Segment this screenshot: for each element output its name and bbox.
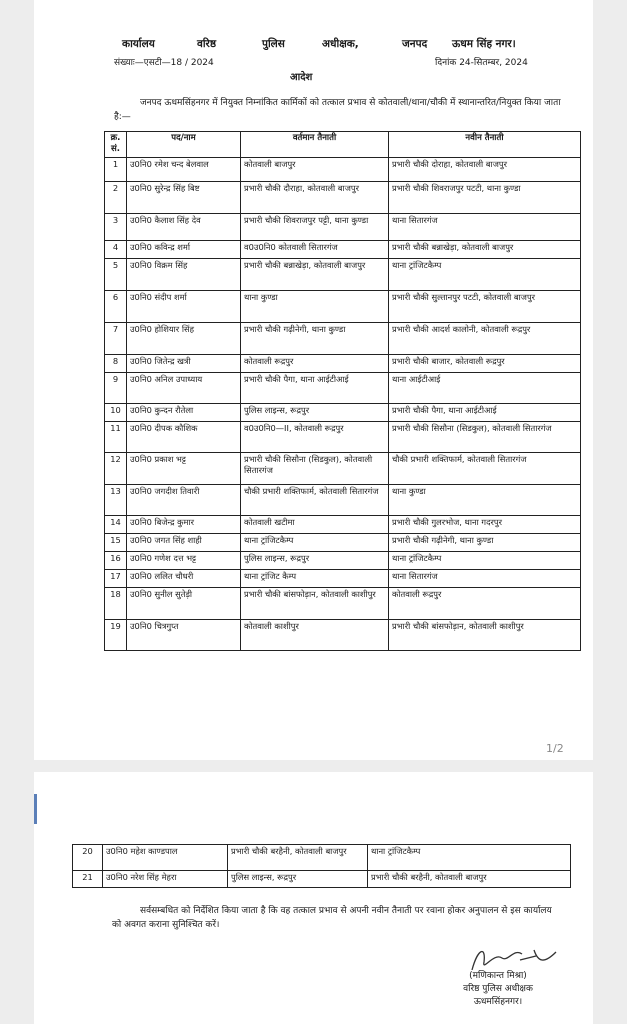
document-page-2 — [34, 772, 593, 1024]
cell-new: प्रभारी चौकी सुल्तानपुर पटटी, कोतवाली बाजपुर — [389, 291, 581, 323]
cell-name: उ0नि0 अनिल उपाध्याय — [127, 373, 241, 404]
cell-new: प्रभारी चौकी आदर्श कालोनी, कोतवाली रूद्रपुर — [389, 323, 581, 355]
cell-new: थाना ट्रांजिटकैम्प — [389, 259, 581, 291]
cell-new: प्रभारी चौकी शिवराजपुर पटटी, थाना कुण्डा — [389, 182, 581, 214]
cell-sn: 10 — [105, 404, 127, 422]
table-row — [105, 485, 581, 516]
cell-sn: 19 — [105, 620, 127, 651]
table-row — [105, 404, 581, 422]
cell-new: थाना ट्रांजिटकैम्प — [389, 552, 581, 570]
page-edge-mark — [34, 794, 37, 824]
transfer-table — [104, 131, 581, 651]
cell-new: थाना सितारगंज — [389, 214, 581, 241]
cell-current: प्रभारी चौकी बांसफोड़ान, कोतवाली काशीपुर — [241, 588, 389, 620]
cell-sn: 15 — [105, 534, 127, 552]
order-number: संख्याः—एसटी—18 / 2024 — [114, 58, 214, 68]
header-office: कार्यालय — [122, 38, 155, 50]
cell-current: प्रभारी चौकी बन्नाखेड़ा, कोतवाली बाजपुर — [241, 259, 389, 291]
page-indicator: 1/2 — [546, 742, 564, 755]
table-row — [105, 552, 581, 570]
cell-new: प्रभारी चौकी दोराहा, कोतवाली बाजपुर — [389, 158, 581, 182]
header-rank: वरिष्ठ — [197, 38, 217, 50]
cell-new: प्रभारी चौकी बांसफोड़ान, कोतवाली काशीपुर — [389, 620, 581, 651]
cell-name: उ0नि0 दीपक कौशिक — [127, 422, 241, 453]
table-row — [105, 158, 581, 182]
cell-name: उ0नि0 सुनील सुतेड़ी — [127, 588, 241, 620]
cell-name: उ0नि0 विक्रम सिंह — [127, 259, 241, 291]
closing-paragraph: सर्वसम्बधित को निर्देशित किया जाता है कि वह तत्काल प्रभाव से अपनी नवीन तैनाती पर रवाना होकर अनुपालन से इस कार्यालय को अवगत कराना सुनिश्चित करें। — [112, 906, 552, 930]
table-row — [105, 422, 581, 453]
cell-new: चौकी प्रभारी शक्तिफार्म, कोतवाली सितारगंज — [389, 453, 581, 485]
cell-name: उ0नि0 बिजेन्द्र कुमार — [127, 516, 241, 534]
signatory-name: (मणिकान्त मिश्रा) — [469, 971, 527, 981]
table-row — [73, 845, 571, 871]
cell-sn: 11 — [105, 422, 127, 453]
table-row — [105, 241, 581, 259]
cell-current: प्रभारी चौकी सिसौना (सिडकुल), कोतवाली सितारगंज — [241, 453, 389, 485]
table-row — [105, 570, 581, 588]
header-current: वर्तमान तैनाती — [241, 132, 389, 158]
cell-current: थाना ट्रांजिट कैम्प — [241, 570, 389, 588]
cell-sn: 7 — [105, 323, 127, 355]
cell-current: पुलिस लाइन्स, रूद्रपुर — [228, 871, 368, 888]
cell-new: प्रभारी चौकी गढ़ीनेगी, थाना कुण्डा — [389, 534, 581, 552]
cell-sn: 16 — [105, 552, 127, 570]
table-row — [105, 259, 581, 291]
header-name: पद/नाम — [127, 132, 241, 158]
cell-current: प्रभारी चौकी शिवराजपुर पट्टी, थाना कुण्डा — [241, 214, 389, 241]
cell-current: थाना कुण्डा — [241, 291, 389, 323]
cell-new: प्रभारी चौकी बन्नाखेड़ा, कोतवाली बाजपुर — [389, 241, 581, 259]
cell-name: उ0नि0 संदीप शर्मा — [127, 291, 241, 323]
signatory-designation: वरिष्ठ पुलिस अधीक्षक — [463, 984, 533, 994]
header-district-name: ऊधम सिंह नगर। — [452, 38, 516, 50]
table-row — [105, 291, 581, 323]
cell-sn: 21 — [73, 871, 103, 888]
table-row — [105, 182, 581, 214]
table-row — [105, 534, 581, 552]
cell-name: उ0नि0 ललित चौधरी — [127, 570, 241, 588]
cell-new: कोतवाली रूद्रपुर — [389, 588, 581, 620]
cell-current: कोतवाली काशीपुर — [241, 620, 389, 651]
cell-sn: 5 — [105, 259, 127, 291]
cell-sn: 9 — [105, 373, 127, 404]
cell-new: थाना आईटीआई — [389, 373, 581, 404]
cell-name: उ0नि0 कविन्द्र शर्मा — [127, 241, 241, 259]
table-row — [105, 453, 581, 485]
cell-sn: 13 — [105, 485, 127, 516]
cell-new: प्रभारी चौकी सिसौना (सिडकुल), कोतवाली सितारगंज — [389, 422, 581, 453]
intro-paragraph: जनपद ऊधमसिंहनगर में नियुक्त निम्नांकित कार्मिकों को तत्काल प्रभाव से कोतवाली/थाना/चौकी में स्थानान्तरित/नियुक्त किया जाता है:— — [114, 98, 561, 122]
order-title: आदेश — [290, 72, 313, 83]
cell-sn: 12 — [105, 453, 127, 485]
cell-name: उ0नि0 प्रकाश भट्ट — [127, 453, 241, 485]
cell-current: व0उ0नि0—II, कोतवाली रूद्रपुर — [241, 422, 389, 453]
signature-block — [428, 970, 568, 1009]
cell-name: उ0नि0 सुरेन्द्र सिंह बिष्ट — [127, 182, 241, 214]
cell-current: कोतवाली खटीमा — [241, 516, 389, 534]
header-sn: क्र. सं. — [105, 132, 127, 158]
cell-sn: 2 — [105, 182, 127, 214]
cell-name: उ0नि0 नरेश सिंह मेहरा — [103, 871, 228, 888]
cell-name: उ0नि0 जगत सिंह शाही — [127, 534, 241, 552]
cell-current: प्रभारी चौकी दौराहा, कोतवाली बाजपुर — [241, 182, 389, 214]
cell-name: उ0नि0 कैलाश सिंह देव — [127, 214, 241, 241]
table-row — [105, 355, 581, 373]
cell-sn: 14 — [105, 516, 127, 534]
cell-current: प्रभारी चौकी बरहैनी, कोतवाली बाजपुर — [228, 845, 368, 871]
table-row — [105, 214, 581, 241]
order-date: दिनांक 24-सितम्बर, 2024 — [435, 58, 528, 68]
cell-name: उ0नि0 कुन्दन रौतेला — [127, 404, 241, 422]
cell-new: प्रभारी चौकी बरहैनी, कोतवाली बाजपुर — [368, 871, 571, 888]
cell-current: प्रभारी चौकी पैगा, थाना आईटीआई — [241, 373, 389, 404]
cell-name: उ0नि0 चित्रगुप्त — [127, 620, 241, 651]
cell-name: उ0नि0 गणेश दत्त भट्ट — [127, 552, 241, 570]
header-new: नवीन तैनाती — [389, 132, 581, 158]
cell-current: थाना ट्रांजिटकैम्प — [241, 534, 389, 552]
cell-sn: 20 — [73, 845, 103, 871]
cell-name: उ0नि0 होशियार सिंह — [127, 323, 241, 355]
cell-current: व0उ0नि0 कोतवाली सितारगंज — [241, 241, 389, 259]
cell-current: कोतवाली रूद्रपुर — [241, 355, 389, 373]
table-row — [105, 516, 581, 534]
cell-current: कोतवाली बाजपुर — [241, 158, 389, 182]
cell-new: थाना ट्रांजिटकैम्प — [368, 845, 571, 871]
cell-sn: 6 — [105, 291, 127, 323]
signatory-place: ऊधमसिंहनगर। — [473, 997, 523, 1007]
header-police: पुलिस — [262, 38, 285, 50]
cell-new: प्रभारी चौकी पैगा, थाना आईटीआई — [389, 404, 581, 422]
cell-sn: 4 — [105, 241, 127, 259]
cell-sn: 17 — [105, 570, 127, 588]
cell-name: उ0नि0 जितेन्द्र खत्री — [127, 355, 241, 373]
table-row — [105, 373, 581, 404]
transfer-table-continued — [72, 844, 571, 888]
cell-current: प्रभारी चौकी गढ़ीनेगी, थाना कुण्डा — [241, 323, 389, 355]
table-row — [105, 588, 581, 620]
cell-name: उ0नि0 रमेश चन्द बेलवाल — [127, 158, 241, 182]
cell-new: प्रभारी चौकी गुलरभोज, थाना गदरपुर — [389, 516, 581, 534]
header-superintendent: अधीक्षक, — [322, 38, 359, 50]
table-row — [105, 620, 581, 651]
cell-new: प्रभारी चौकी बाजार, कोतवाली रूद्रपुर — [389, 355, 581, 373]
header-district: जनपद — [402, 38, 428, 50]
cell-new: थाना सितारगंज — [389, 570, 581, 588]
cell-sn: 8 — [105, 355, 127, 373]
cell-current: पुलिस लाइन्स, रूद्रपुर — [241, 552, 389, 570]
cell-sn: 1 — [105, 158, 127, 182]
cell-current: चौकी प्रभारी शक्तिफार्म, कोतवाली सितारगंज — [241, 485, 389, 516]
cell-sn: 18 — [105, 588, 127, 620]
cell-name: उ0नि0 जगदीश तिवारी — [127, 485, 241, 516]
cell-current: पुलिस लाइन्स, रूद्रपुर — [241, 404, 389, 422]
cell-sn: 3 — [105, 214, 127, 241]
cell-name: उ0नि0 महेश काण्डपाल — [103, 845, 228, 871]
table-header-row — [105, 132, 581, 158]
table-row — [105, 323, 581, 355]
table-row — [73, 871, 571, 888]
document-page-1 — [34, 0, 593, 760]
cell-new: थाना कुण्डा — [389, 485, 581, 516]
